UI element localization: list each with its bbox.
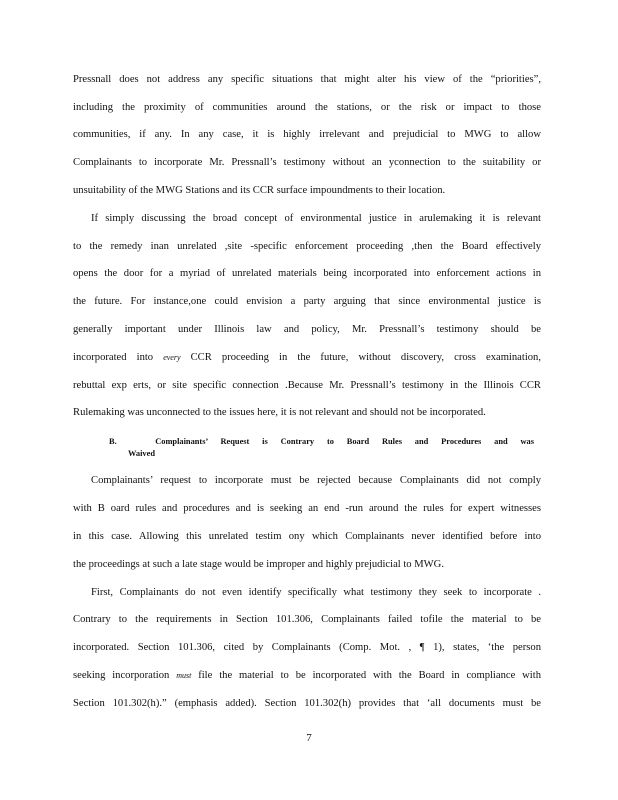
page-number: 7 — [306, 732, 312, 744]
body-line: communities, if any. In any case, it is highly irrelevant and prejudicial to MWG to allow — [73, 129, 541, 140]
body-line: incorporated. Section 101.306, cited by Complainants (Comp. Mot. , ¶ 1), states, ‘the person — [73, 642, 541, 653]
body-line: First, Complainants do not even identify specifically what testimony they seek to incorporate . — [91, 587, 541, 598]
body-line: incorporated into every CCR proceeding in the future, without discovery, cross examination, — [73, 352, 542, 363]
body-line: the future. For instance,one could envision a party arguing that since environmental justice is — [73, 296, 541, 307]
body-line: Pressnall does not address any specific situations that might alter his view of the “priorities”, — [73, 74, 541, 85]
body-line: in this case. Allowing this unrelated testim ony which Complainants never identified before into — [73, 531, 541, 542]
body-line: Rulemaking was unconnected to the issues here, it is not relevant and should not be incorporated. — [73, 407, 486, 418]
body-line: including the proximity of communities around the stations, or the risk or impact to those — [73, 102, 541, 113]
body-line: the proceedings at such a late stage would be improper and highly prejudicial to MWG. — [73, 559, 444, 570]
body-line: Complainants’ request to incorporate must be rejected because Complainants did not comply — [91, 475, 541, 486]
section-heading-cont: Waived — [128, 449, 155, 458]
body-line: to the remedy inan unrelated ,site -specific enforcement proceeding ,then the Board effectively — [73, 241, 541, 252]
section-heading: B. Complainants’ Request is Contrary to Board Rules and Procedures and was — [109, 437, 534, 446]
body-line: Section 101.302(h).” (emphasis added). Section 101.302(h) provides that ‘all documents must be — [73, 698, 541, 709]
body-line: If simply discussing the broad concept of environmental justice in arulemaking it is relevant — [91, 213, 541, 224]
body-line: seeking incorporation must file the material to be incorporated with the Board in compliance with — [73, 670, 541, 681]
body-line: opens the door for a myriad of unrelated materials being incorporated into enforcement actions in — [73, 268, 541, 279]
body-line: unsuitability of the MWG Stations and its CCR surface impoundments to their location. — [73, 185, 446, 196]
emphasis-must: must — [176, 671, 192, 680]
body-line: generally important under Illinois law and policy, Mr. Pressnall’s testimony should be — [73, 324, 541, 335]
body-line: with B oard rules and procedures and is seeking an end -run around the rules for expert witnesses — [73, 503, 541, 514]
emphasis-every: every — [163, 353, 181, 362]
body-line: Complainants to incorporate Mr. Pressnall’s testimony without an yconnection to the suitability or — [73, 157, 541, 168]
body-line: rebuttal exp erts, or site specific connection .Because Mr. Pressnall’s testimony in the Illinois CCR — [73, 380, 541, 391]
body-line: Contrary to the requirements in Section 101.306, Complainants failed tofile the material to be — [73, 614, 541, 625]
